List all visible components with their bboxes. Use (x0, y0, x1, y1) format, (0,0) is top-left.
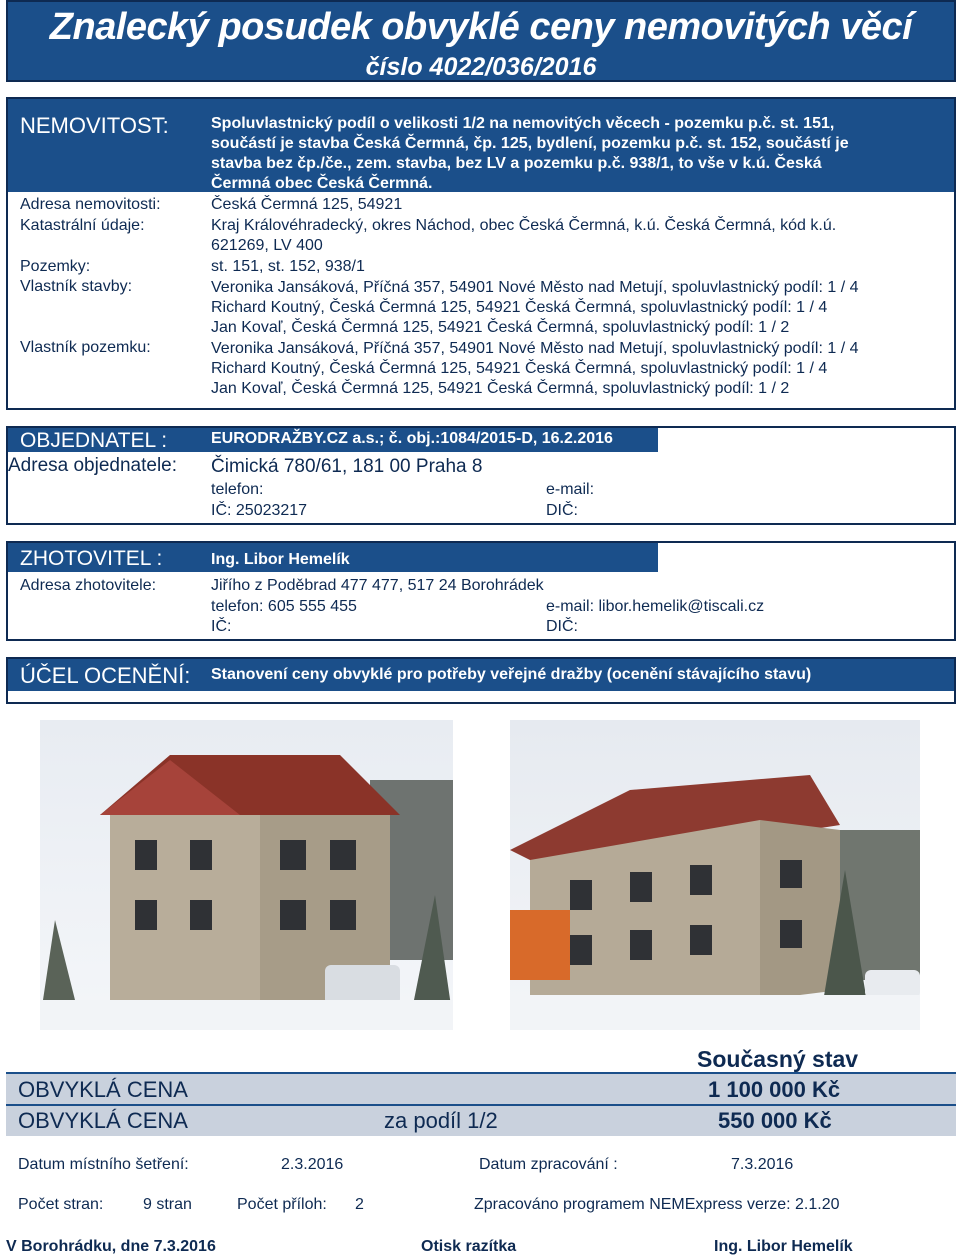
client-ic: IČ: 25023217 (211, 502, 308, 519)
list-item: Richard Koutný, Česká Čermná 125, 54921 Česká Čermná, spoluvlastnický podíl: 1 / 4 (211, 299, 828, 316)
property-description: Spoluvlastnický podíl o velikosti 1/2 na nemovitých věcech - pozemku p.č. st. 151, součástí je stavba Česká Čermná, čp. 125, bydlení, pozemku p.č. st. 152, součástí je stavba bez čp./če., zem. stavba, bez LV a pozemku p.č. 938/1, to vše v k.ú. Česká Čermná obec Česká Čermná. (211, 115, 849, 192)
cadastral-value-2: 621269, LV 400 (211, 237, 323, 254)
land-owners (211, 339, 858, 399)
current-state-heading: Současný stav (697, 1046, 859, 1072)
property-photo-side (510, 720, 920, 1030)
contractor-address-label: Adresa zhotovitele: (20, 577, 157, 594)
price-total-value: 1 100 000 Kč (708, 1077, 841, 1102)
land-owner-label: Vlastník pozemku: (20, 339, 151, 356)
attachments-label: Počet příloh: (237, 1196, 327, 1213)
address-label: Adresa nemovitosti: (20, 196, 161, 213)
price-row-rule-top (6, 1072, 956, 1074)
document-title: Znalecký posudek obvyklé ceny nemovitých věcí (49, 6, 913, 48)
list-item: Jan Kovaľ, Česká Čermná 125, 54921 Česká Čermná, spoluvlastnický podíl: 1 / 2 (211, 380, 790, 397)
title-banner (6, 0, 956, 82)
house-photo-right (510, 720, 920, 1030)
document-number: číslo 4022/036/2016 (365, 53, 597, 81)
list-item: Jan Kovaľ, Česká Čermná 125, 54921 Česká Čermná, spoluvlastnický podíl: 1 / 2 (211, 319, 790, 336)
stamp-label: Otisk razítka (421, 1238, 517, 1255)
client-email: e-mail: (546, 481, 595, 498)
price-total-label: OBVYKLÁ CENA (18, 1077, 188, 1102)
contractor-label: ZHOTOVITEL : (20, 547, 163, 570)
price-share-fraction: za podíl 1/2 (384, 1108, 498, 1133)
client-phone: telefon: (211, 481, 264, 498)
client-dic: DIČ: (546, 502, 578, 519)
client-address-label: Adresa objednatele: (8, 455, 178, 476)
list-item: Richard Koutný, Česká Čermná 125, 54921 Česká Čermná, spoluvlastnický podíl: 1 / 4 (211, 360, 828, 377)
survey-date: 2.3.2016 (281, 1156, 344, 1173)
contractor-email: e-mail: libor.hemelik@tiscali.cz (546, 598, 765, 615)
purpose-label: ÚČEL OCENĚNÍ: (20, 663, 191, 688)
client-address: Čimická 780/61, 181 00 Praha 8 (211, 456, 483, 477)
place-date: V Borohrádku, dne 7.3.2016 (6, 1238, 216, 1255)
client-label: OBJEDNATEL : (20, 429, 168, 452)
list-item: Veronika Jansáková, Příčná 357, 54901 Nové Město nad Metují, spoluvlastnický podíl: 1 / 4 (211, 279, 859, 296)
attachments-value: 2 (355, 1196, 364, 1213)
author-signature: Ing. Libor Hemelík (714, 1238, 853, 1255)
contractor-value: Ing. Libor Hemelík (211, 551, 350, 568)
contractor-ic: IČ: (211, 618, 232, 635)
building-owner-label: Vlastník stavby: (20, 278, 133, 295)
property-label: NEMOVITOST: (20, 113, 169, 138)
cadastral-value-1: Kraj Královéhradecký, okres Náchod, obec Česká Čermná, k.ú. Česká Čermná, kód k.ú. (211, 217, 837, 234)
contractor-address: Jiřího z Poděbrad 477 477, 517 24 Borohrádek (211, 577, 544, 594)
processed-date-label: Datum zpracování : (479, 1156, 618, 1173)
building-owners (211, 278, 858, 338)
cadastral-label: Katastrální údaje: (20, 217, 145, 234)
software-note: Zpracováno programem NEMExpress verze: 2.1.20 (474, 1196, 840, 1213)
survey-date-label: Datum místního šetření: (18, 1156, 189, 1173)
processed-date: 7.3.2016 (731, 1156, 794, 1173)
pages-value: 9 stran (143, 1196, 192, 1213)
house-photo-left (40, 720, 453, 1030)
parcels-label: Pozemky: (20, 258, 91, 275)
pages-label: Počet stran: (18, 1196, 104, 1213)
contractor-phone: telefon: 605 555 455 (211, 598, 357, 615)
purpose-value: Stanovení ceny obvyklé pro potřeby veřejné dražby (ocenění stávajícího stavu) (211, 666, 812, 683)
list-item: Veronika Jansáková, Příčná 357, 54901 Nové Město nad Metují, spoluvlastnický podíl: 1 / 4 (211, 340, 859, 357)
client-value: EURODRAŽBY.CZ a.s.; č. obj.:1084/2015-D, 16.2.2016 (211, 430, 613, 447)
contractor-dic: DIČ: (546, 618, 578, 635)
price-share-value: 550 000 Kč (718, 1108, 832, 1133)
address-value: Česká Čermná 125, 54921 (211, 196, 403, 213)
price-share-label: OBVYKLÁ CENA (18, 1108, 188, 1133)
property-photo-front (40, 720, 453, 1030)
parcels-value: st. 151, st. 152, 938/1 (211, 258, 365, 275)
